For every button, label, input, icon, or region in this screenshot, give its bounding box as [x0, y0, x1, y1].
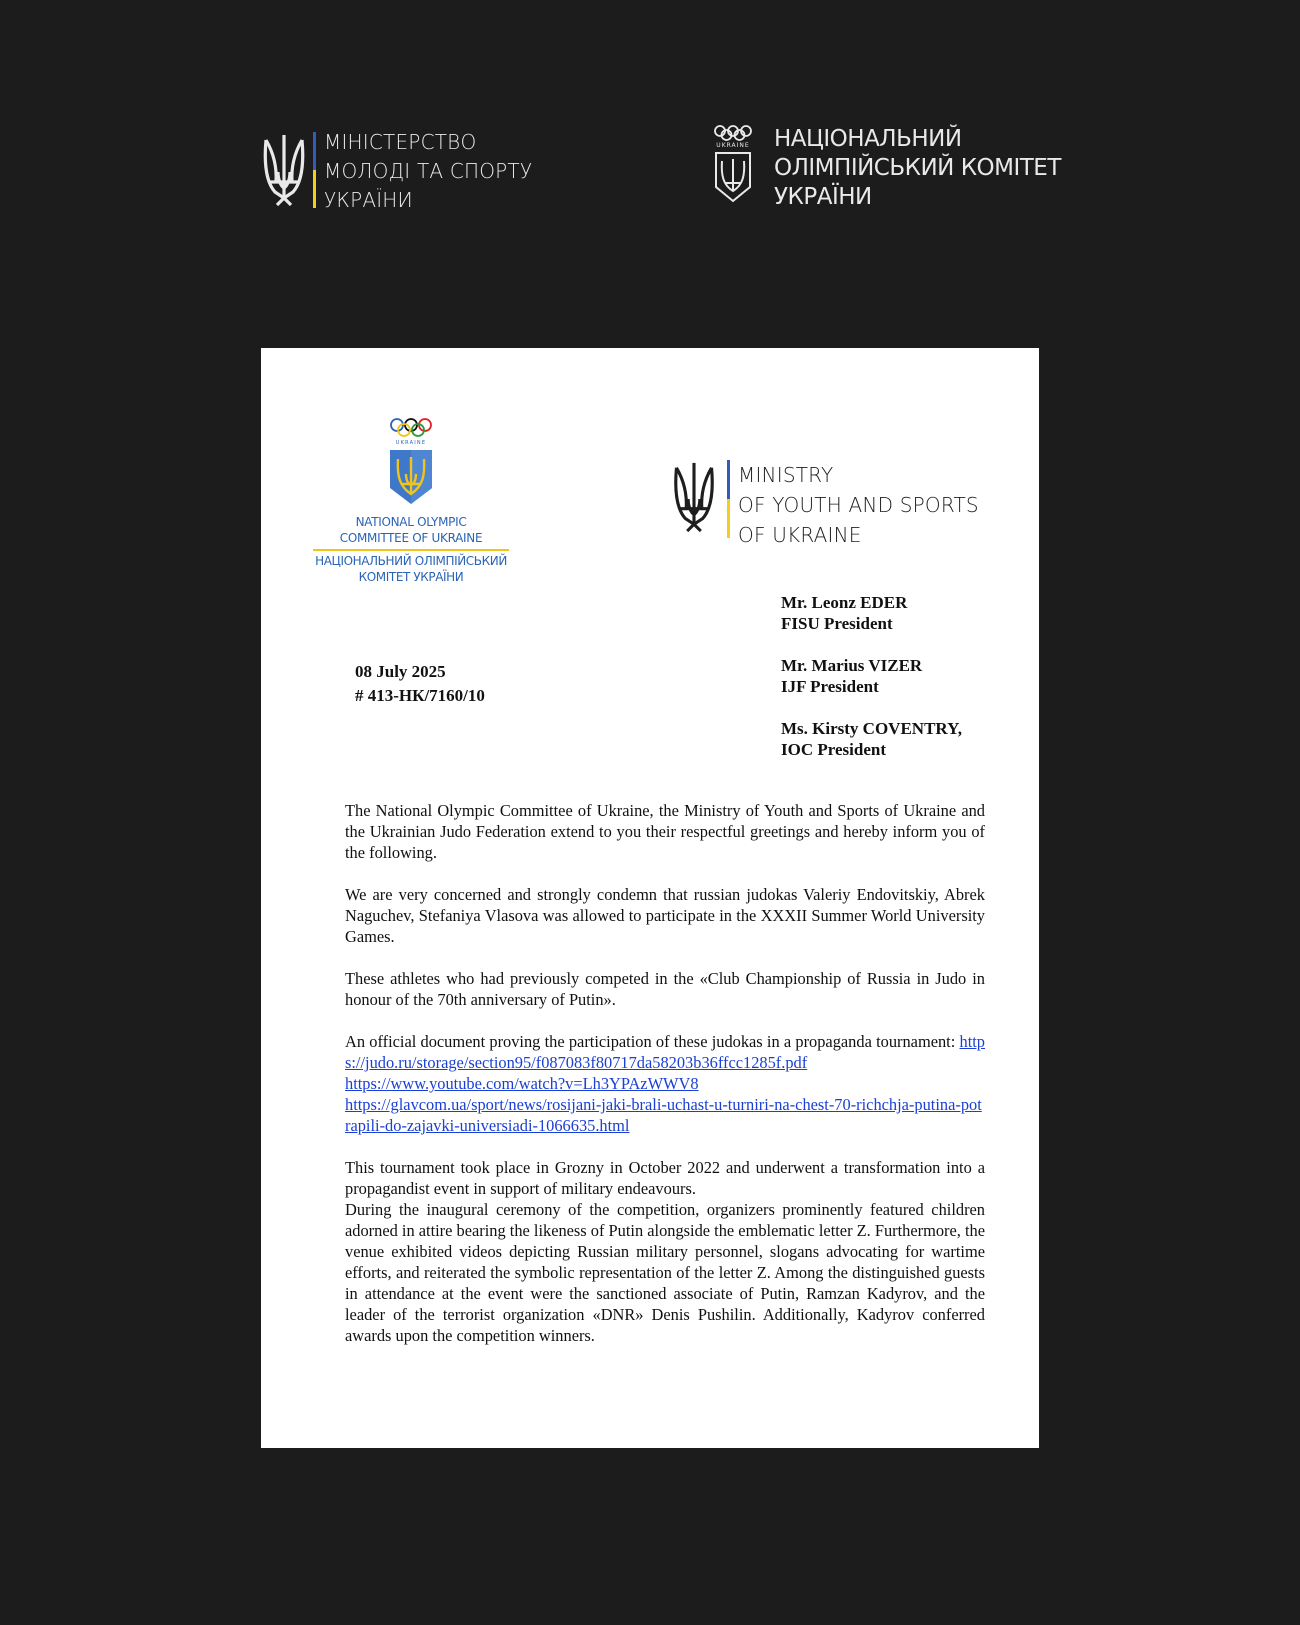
noc-logo-en-1: NATIONAL OLYMPIC — [355, 515, 467, 529]
ministry-line-3: УКРАЇНИ — [324, 188, 413, 212]
ministry-en-line-1: MINISTRY — [738, 463, 834, 487]
ministry-line-2: МОЛОДІ ТА СПОРТУ — [324, 159, 533, 183]
evidence-intro: An official document proving the participation of these judokas in a propaganda tournament: — [345, 1032, 960, 1051]
paragraph-concern: We are very concerned and strongly condemn that russian judokas Valeriy Endovitskiy, Abrek Naguchev, Stefaniya Vlasova was allowed to participate in the XXXII Summer World University Games. — [345, 885, 985, 946]
ministry-line-1: МІНІСТЕРСТВО — [324, 130, 477, 154]
letter-reference: # 413-НК/7160/10 — [355, 686, 485, 705]
letter-ministry-logo — [671, 460, 979, 550]
trident-icon — [671, 460, 717, 534]
paragraph-grozny: This tournament took place in Grozny in October 2022 and underwent a transformation into a propagandist event in support of military endeavours. — [345, 1158, 985, 1198]
ministry-en-line-3: OF UKRAINE — [738, 523, 862, 547]
noc-emblem — [712, 125, 754, 203]
noc-line-3: УКРАЇНИ — [774, 184, 872, 210]
flag-bar — [727, 460, 730, 538]
recipient-name: Ms. Kirsty COVENTRY, — [781, 719, 963, 738]
shield-trident-icon — [388, 448, 434, 506]
olympic-rings-icon — [389, 418, 433, 438]
olympic-rings-icon — [713, 125, 753, 141]
link-youtube[interactable]: https://www.youtube.com/watch?v=Lh3YPAzWWV8 — [345, 1074, 699, 1093]
noc-logo-divider — [313, 549, 509, 551]
paragraph-greeting: The National Olympic Committee of Ukraine, the Ministry of Youth and Sports of Ukraine and the Ukrainian Judo Federation extend to you their respectful greetings and hereby inform you of the following. — [345, 801, 985, 862]
recipient-name: Mr. Marius VIZER — [781, 656, 923, 675]
noc-logo-ua-1: НАЦІОНАЛЬНИЙ ОЛІМПІЙСЬКИЙ — [315, 554, 507, 568]
shield-trident-icon — [714, 151, 752, 203]
paragraph-evidence — [345, 1031, 985, 1136]
trident-icon — [261, 132, 307, 208]
ministry-en-line-2: OF YOUTH AND SPORTS — [738, 493, 979, 517]
paragraph-ceremony: During the inaugural ceremony of the competition, organizers prominently featured children adorned in attire bearing the likeness of Putin alongside the emblematic letter Z. Furthermore, the venue exhibited videos depicting Russian military personnel, slogans advocating for wartime efforts, and reiterated the symbolic representation of the letter Z. Among the distinguished guests in attendance at the event were the sanctioned associate of Putin, Ramzan Kadyrov, and the leader of the terrorist organization «DNR» Denis Pushilin. Additionally, Kadyrov conferred awards upon the competition winners. — [345, 1200, 985, 1345]
recipient-title: IJF President — [781, 677, 879, 696]
link-judo-ru[interactable]: https://judo.ru/storage/section95/f087083f80717da58203b36ffcc1285f.pdf — [345, 1032, 985, 1072]
noc-line-1: НАЦІОНАЛЬНИЙ — [774, 126, 962, 152]
noc-line-2: ОЛІМПІЙСЬКИЙ КОМІТЕТ — [774, 155, 1061, 181]
header-noc-logo — [712, 125, 1061, 212]
flag-bar — [313, 132, 316, 208]
link-glavcom[interactable]: https://glavcom.ua/sport/news/rosijani-jaki-brali-uchast-u-turniri-na-chest-70-richchja-putina-potrapili-do-zajavki-universiadi-1066635.html — [345, 1095, 982, 1135]
letter-page — [261, 348, 1039, 1448]
noc-emblem-ukraine: UKRAINE — [716, 142, 750, 149]
letter-noc-logo — [311, 418, 511, 585]
letter-date: 08 July 2025 — [355, 662, 446, 681]
recipient-name: Mr. Leonz EDER — [781, 593, 908, 612]
letter-body — [345, 800, 985, 1367]
noc-logo-en-2: COMMITTEE OF UKRAINE — [339, 531, 483, 545]
noc-logo-ua-2: КОМІТЕТ УКРАЇНИ — [358, 570, 464, 584]
header-ministry-logo — [261, 128, 532, 215]
recipient-title: IOC President — [781, 740, 886, 759]
paragraph-athletes: These athletes who had previously competed in the «Club Championship of Russia in Judo in honour of the 70th anniversary of Putin». — [345, 969, 985, 1009]
recipient-title: FISU President — [781, 614, 893, 633]
recipient — [781, 655, 1021, 697]
recipients-block — [781, 592, 1021, 781]
noc-logo-ukraine: UKRAINE — [395, 440, 427, 446]
recipient — [781, 718, 1021, 760]
recipient — [781, 592, 1021, 634]
date-reference-block — [355, 660, 485, 708]
